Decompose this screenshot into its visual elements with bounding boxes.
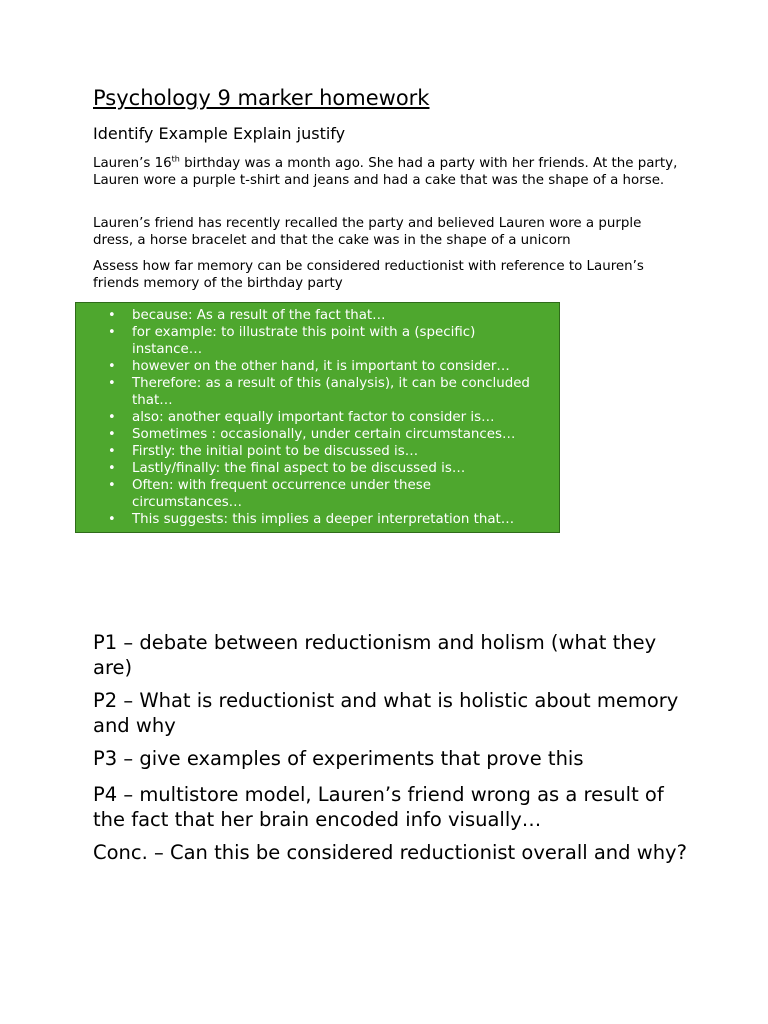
recall-paragraph: Lauren’s friend has recently recalled the party and believed Lauren wore a purple dress, a horse bracelet and that the cake was in the shape of a unicorn <box>93 216 642 248</box>
bullet-icon: • <box>108 359 116 374</box>
list-item <box>108 409 537 426</box>
list-item <box>108 426 537 443</box>
plan-paragraph-3: P3 – give examples of experiments that prove this <box>93 747 584 770</box>
list-item-text: Firstly: the initial point to be discussed is… <box>132 444 419 459</box>
list-item <box>108 307 537 324</box>
page-title: Psychology 9 marker homework <box>93 86 430 110</box>
plan-conclusion: Conc. – Can this be considered reductionist overall and why? <box>93 841 687 864</box>
list-item <box>108 358 537 375</box>
scenario-text-start: Lauren’s 16 <box>93 156 172 171</box>
ordinal-superscript: th <box>171 154 180 164</box>
bullet-icon: • <box>108 308 116 323</box>
scenario-paragraph <box>93 155 678 189</box>
bullet-icon: • <box>108 410 116 425</box>
list-item-text: for example: to illustrate this point with a (specific) instance… <box>132 325 476 357</box>
list-item <box>108 375 537 409</box>
list-item <box>108 477 537 511</box>
bullet-icon: • <box>108 427 116 442</box>
bullet-icon: • <box>108 478 116 493</box>
list-item-text: however on the other hand, it is important to consider… <box>132 359 510 374</box>
plan-paragraph-1: P1 – debate between reductionism and holism (what they are) <box>93 631 657 679</box>
list-item-text: This suggests: this implies a deeper interpretation that… <box>132 512 515 527</box>
connectives-list <box>76 303 559 528</box>
question-paragraph: Assess how far memory can be considered reductionist with reference to Lauren’s friends memory of the birthday party <box>93 259 644 291</box>
list-item-text: also: another equally important factor to consider is… <box>132 410 495 425</box>
list-item-text: Therefore: as a result of this (analysis), it can be concluded that… <box>132 376 530 408</box>
page-subtitle: Identify Example Explain justify <box>93 124 346 143</box>
bullet-icon: • <box>108 376 116 391</box>
list-item-text: because: As a result of the fact that… <box>132 308 386 323</box>
list-item <box>108 511 537 528</box>
bullet-icon: • <box>108 461 116 476</box>
scenario-text-rest: birthday was a month ago. She had a party with her friends. At the party, Lauren wore a purple t-shirt and jeans and had a cake that was the shape of a horse. <box>93 156 678 188</box>
list-item <box>108 460 537 477</box>
connectives-box <box>75 302 560 533</box>
list-item <box>108 324 537 358</box>
list-item <box>108 443 537 460</box>
bullet-icon: • <box>108 512 116 527</box>
list-item-text: Often: with frequent occurrence under these circumstances… <box>132 478 431 510</box>
list-item-text: Lastly/finally: the final aspect to be discussed is… <box>132 461 466 476</box>
plan-paragraph-4: P4 – multistore model, Lauren’s friend wrong as a result of the fact that her brain encoded info visually… <box>93 783 664 831</box>
bullet-icon: • <box>108 444 116 459</box>
list-item-text: Sometimes : occasionally, under certain circumstances… <box>132 427 516 442</box>
bullet-icon: • <box>108 325 116 340</box>
plan-paragraph-2: P2 – What is reductionist and what is holistic about memory and why <box>93 689 679 737</box>
